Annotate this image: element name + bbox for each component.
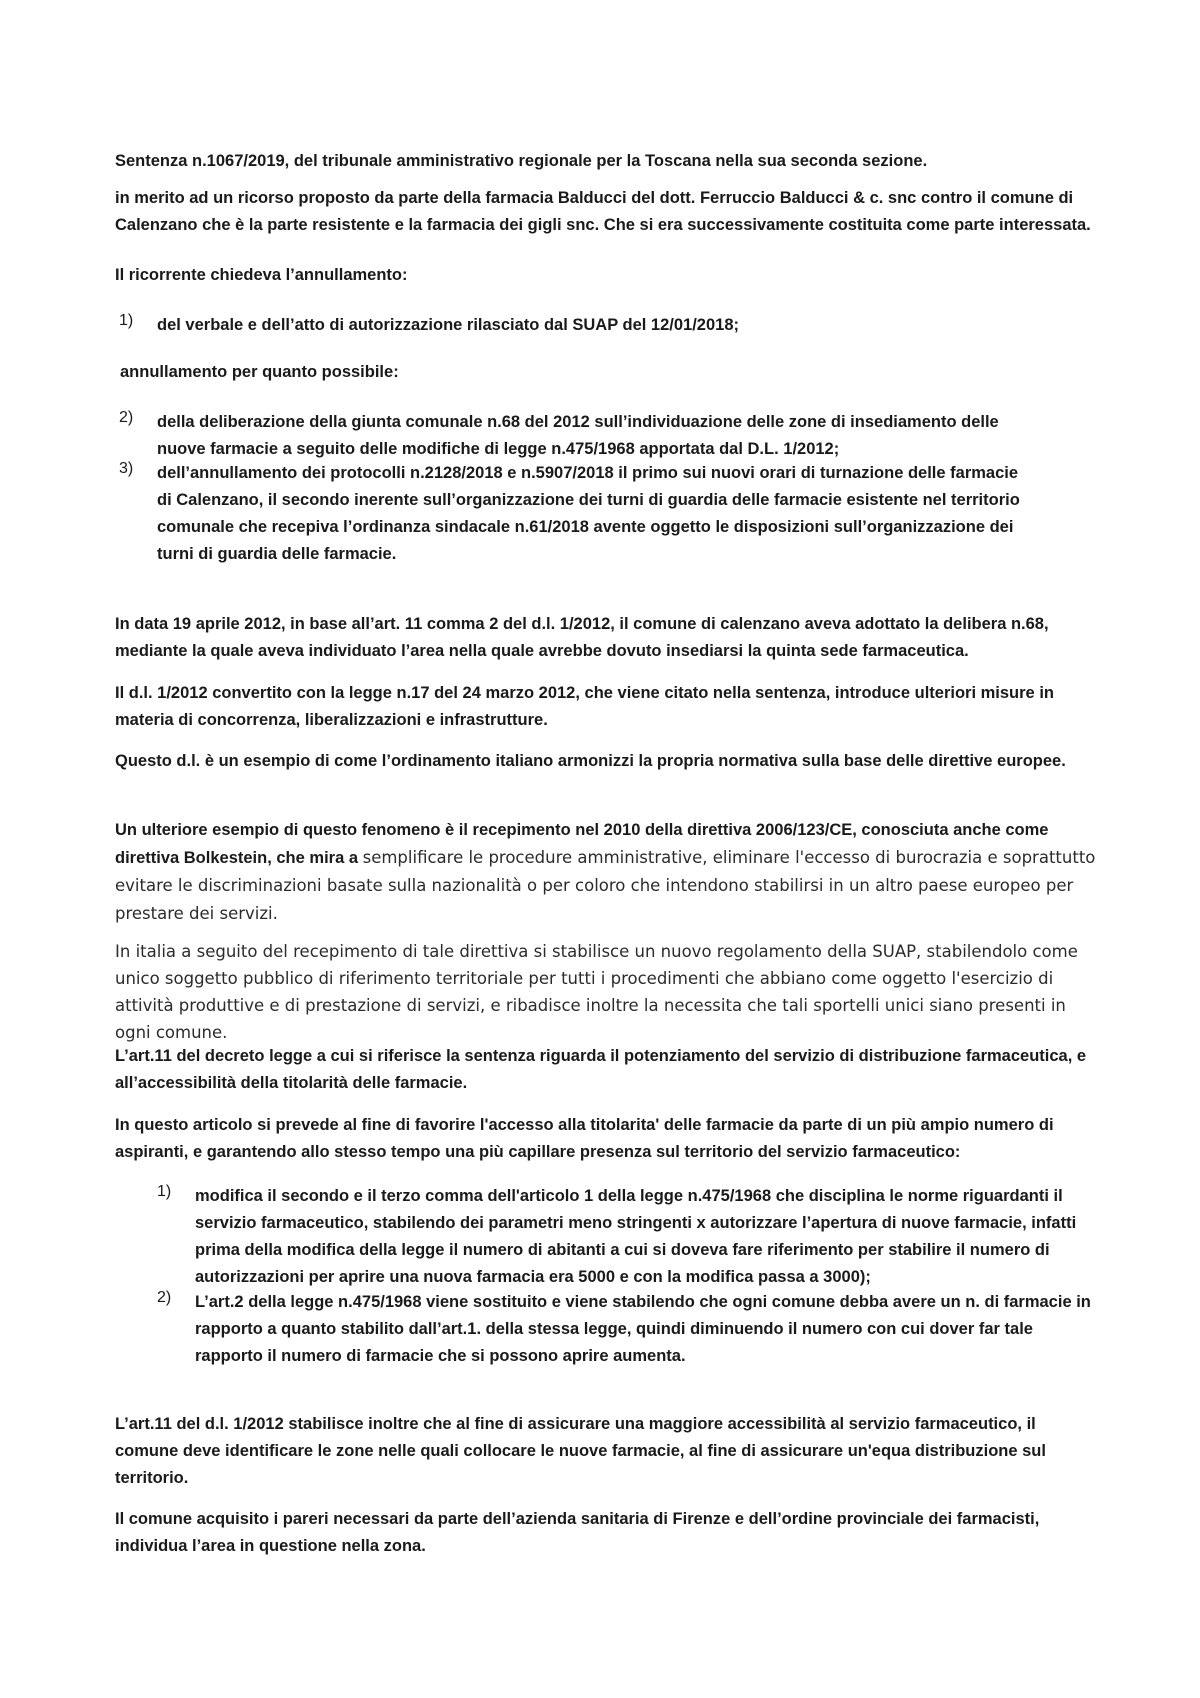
paragraph-suap: In italia a seguito del recepimento di tale direttiva si stabilisce un nuovo regolamento della SUAP, stabilendolo come unico soggetto pubblico di riferimento territoriale per tutti i procedimenti che abbiano come oggetto l'esercizio di attività produttive e di prestazione di servizi, e ribadisce inoltre la necessita che tali sportelli unici siano presenti in ogni comune. <box>115 942 1078 1042</box>
paragraph-art11: L’art.11 del decreto legge a cui si riferisce la sentenza riguarda il potenziamento del servizio di distribuzione farmaceutica, e all’accessibilità della titolarità delle farmacie. <box>115 1047 1087 1092</box>
paragraph-art11-zone: L’art.11 del d.l. 1/2012 stabilisce inoltre che al fine di assicurare una maggiore accessibilità al servizio farmaceutico, il comune deve identificare le zone nelle quali collocare le nuove farmacie, al fine di assicurare un'equa distribuzione sul territorio. <box>115 1415 1046 1487</box>
list-delibere <box>119 409 1037 568</box>
list-text: della deliberazione della giunta comunale n.68 del 2012 sull’individuazione delle zone di insediamento delle nuove farmacie a seguito delle modifiche di legge n.475/1968 apportata dal D.L. 1/2012; <box>157 413 999 458</box>
list-number: 1) <box>157 1183 172 1200</box>
paragraph-articolo: In questo articolo si prevede al fine di favorire l'accesso alla titolarita' delle farmacie da parte di un più ampio numero di aspiranti, e garantendo allo stesso tempo una più capillare presenza sul territorio del servizio farmaceutico: <box>115 1116 1054 1161</box>
list-number: 2) <box>119 409 134 426</box>
paragraph-ricorrente: Il ricorrente chiedeva l’annullamento: <box>115 266 408 284</box>
list-modifiche <box>157 1183 1100 1370</box>
list-number: 1) <box>119 312 134 329</box>
bolkestein-bold-text: Un ulteriore esempio di questo fenomeno è il recepimento nel 2010 della direttiva 2006/123/CE, conosciuta anche come direttiva Bolkestein, che mira a <box>115 821 1049 867</box>
list-text: del verbale e dell’atto di autorizzazione rilasciato dal SUAP del 12/01/2018; <box>157 316 739 334</box>
paragraph-bolkestein <box>115 817 1100 928</box>
paragraph-esempio: Questo d.l. è un esempio di come l’ordinamento italiano armonizzi la propria normativa sulla base delle direttive europee. <box>115 752 1066 770</box>
list-item <box>119 312 1037 339</box>
list-text: modifica il secondo e il terzo comma dell'articolo 1 della legge n.475/1968 che disciplina le norme riguardanti il servizio farmaceutico, stabilendo dei parametri meno stringenti x autorizzare l’apertura di nuove farmacie, infatti prima della modifica della legge il numero di abitanti a cui si doveva fare riferimento per stabilire il numero di autorizzazioni per aprire una nuova farmacia era 5000 e con la modifica passa a 3000); <box>195 1187 1077 1286</box>
list-number: 2) <box>157 1289 172 1306</box>
heading-paragraph: Sentenza n.1067/2019, del tribunale amministrativo regionale per la Toscana nella sua seconda sezione. <box>115 152 928 170</box>
paragraph-annullamento-possibile: annullamento per quanto possibile: <box>120 363 399 381</box>
list-annullamento <box>119 312 1037 339</box>
list-item <box>157 1289 1100 1370</box>
paragraph-ricorso: in merito ad un ricorso proposto da parte della farmacia Balducci del dott. Ferruccio Balducci & c. snc contro il comune di Calenzano che è la parte resistente e la farmacia dei gigli snc. Che si era successivamente costituita come parte interessata. <box>115 189 1091 234</box>
paragraph-data-delibera: In data 19 aprile 2012, in base all’art. 11 comma 2 del d.l. 1/2012, il comune di calenzano aveva adottato la delibera n.68, mediante la quale aveva individuato l’area nella quale avrebbe dovuto insediarsi la quinta sede farmaceutica. <box>115 615 1049 660</box>
list-text: L’art.2 della legge n.475/1968 viene sostituito e viene stabilendo che ogni comune debba avere un n. di farmacie in rapporto a quanto stabilito dall’art.1. della stessa legge, quindi diminuendo il numero con cui dover far tale rapporto il numero di farmacie che si possono aprire aumenta. <box>195 1293 1091 1365</box>
paragraph-dl-convertito: Il d.l. 1/2012 convertito con la legge n.17 del 24 marzo 2012, che viene citato nella sentenza, introduce ulteriori misure in materia di concorrenza, liberalizzazioni e infrastrutture. <box>115 684 1054 729</box>
bolkestein-light-text: semplificare le procedure amministrative, eliminare l'eccesso di burocrazia e soprattutto evitare le discriminazioni basate sulla nazionalità o per coloro che intendono stabilirsi in un altro paese europeo per prestare dei servizi. <box>115 848 1096 923</box>
list-item <box>157 1183 1100 1289</box>
list-number: 3) <box>119 460 134 477</box>
list-item <box>119 409 1037 460</box>
paragraph-pareri: Il comune acquisito i pareri necessari da parte dell’azienda sanitaria di Firenze e dell’ordine provinciale dei farmacisti, individua l’area in questione nella zona. <box>115 1510 1040 1555</box>
list-text: dell’annullamento dei protocolli n.2128/2018 e n.5907/2018 il primo sui nuovi orari di turnazione delle farmacie di Calenzano, il secondo inerente sull’organizzazione dei turni di guardia delle farmacie esistente nel territorio comunale che recepiva l’ordinanza sindacale n.61/2018 avente oggetto le disposizioni sull’organizzazione dei turni di guardia delle farmacie. <box>157 464 1020 563</box>
list-item <box>119 460 1037 568</box>
